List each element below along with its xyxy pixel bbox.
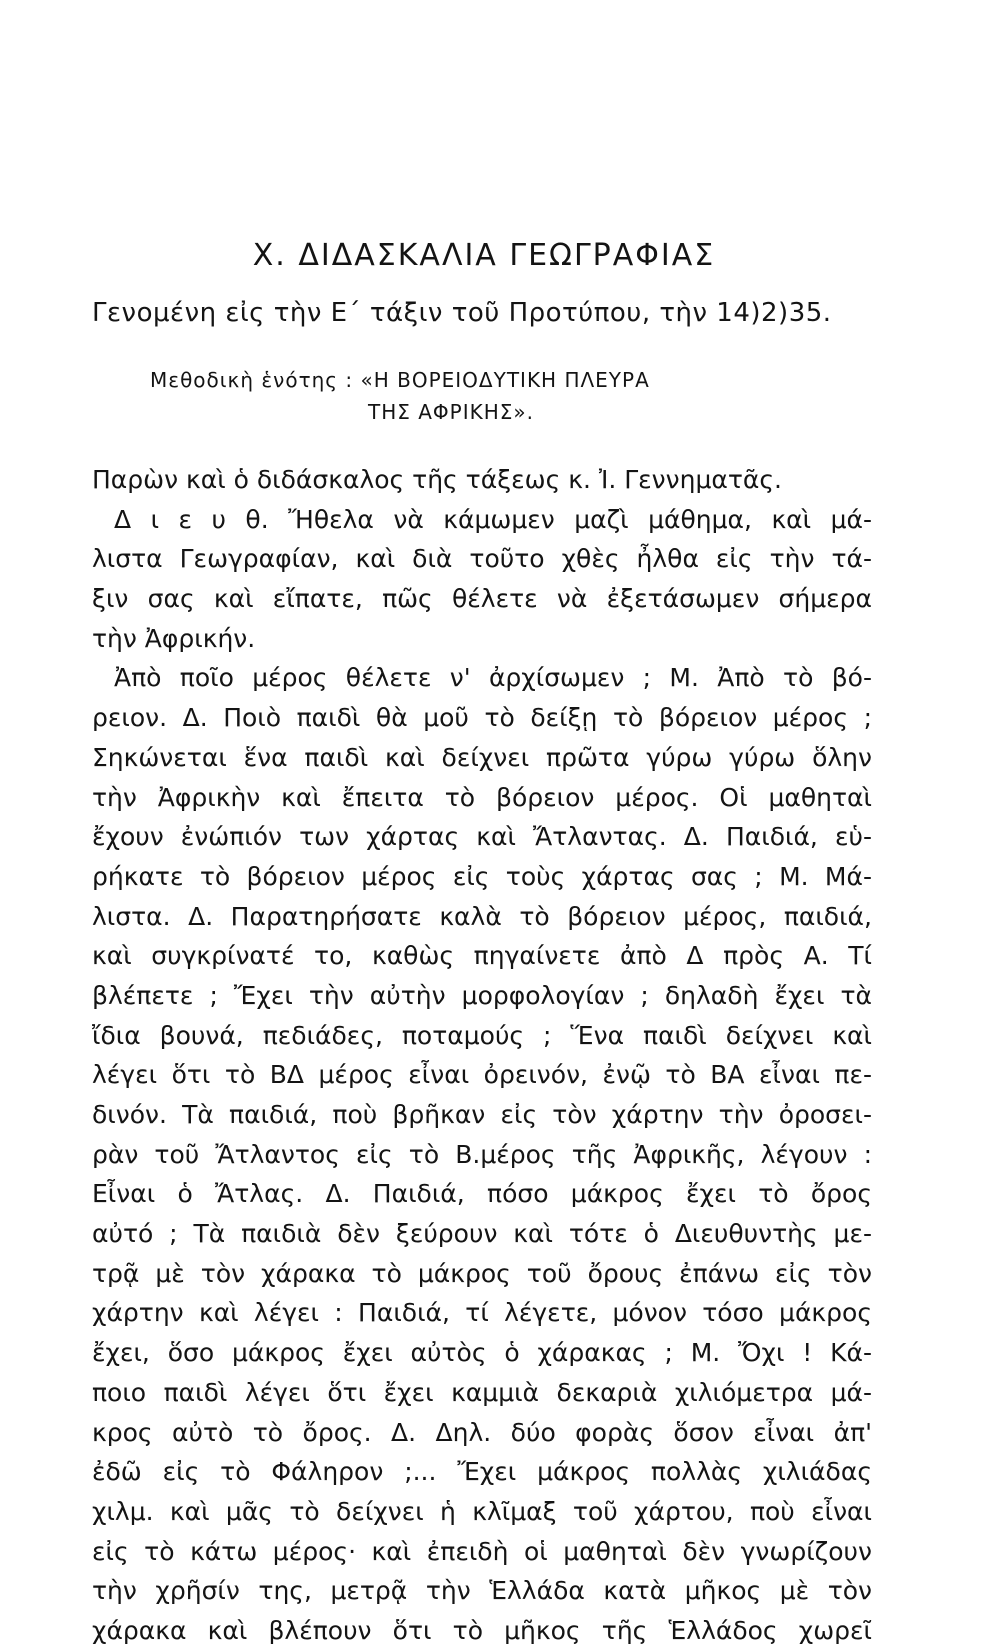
text-line: κρος αὐτὸ τὸ ὄρος. Δ. Δηλ. δύο φορὰς ὅσον εἶναι ἀπ' (92, 1417, 872, 1447)
text-line: Ἀπὸ ποῖο μέρος θέλετε ν' ἀρχίσωμεν ; Μ. Ἀπὸ τὸ βό- (114, 663, 872, 693)
text-line: Παρὼν καὶ ὁ διδάσκαλος τῆς τάξεως κ. Ἰ. Γεννηματᾶς. (92, 465, 782, 494)
text-line: Δ ι ε υ θ. Ἤθελα νὰ κάμωμεν μαζὶ μάθημα, καὶ μά- (114, 504, 872, 534)
text-line: δινόν. Τὰ παιδιά, ποὺ βρῆκαν εἰς τὸν χάρτην τὴν ὀροσει- (92, 1100, 872, 1129)
lesson-subheading: Γενομένη εἰς τὴν Ε΄ τάξιν τοῦ Προτύπου, τὴν 14)2)35. (92, 298, 832, 328)
text-line: λέγει ὅτι τὸ ΒΔ μέρος εἶναι ὀρεινόν, ἐνῷ τὸ ΒΑ εἶναι πε- (92, 1060, 872, 1090)
methodical-unit-line-2: ΤΗΣ ΑΦΡΙΚΗΣ». (368, 400, 535, 424)
body-text (92, 460, 872, 1651)
text-line: ποιο παιδὶ λέγει ὅτι ἔχει καμμιὰ δεκαριὰ χιλιόμετρα μά- (92, 1377, 872, 1407)
text-line: λιστα Γεωγραφίαν, καὶ διὰ τοῦτο χθὲς ἦλθα εἰς τὴν τά- (92, 544, 872, 574)
text-line: τὴν Ἀφρικὴν καὶ ἔπειτα τὸ βόρειον μέρος. Οἱ μαθηταὶ (92, 782, 872, 812)
text-line: ξιν σας καὶ εἴπατε, πῶς θέλετε νὰ ἐξετάσωμεν σήμερα (92, 584, 872, 614)
text-line: λιστα. Δ. Παρατηρήσατε καλὰ τὸ βόρειον μέρος, παιδιά, (92, 901, 872, 931)
text-line: τρᾷ μὲ τὸν χάρακα τὸ μάκρος τοῦ ὄρους ἐπάνω εἰς τὸν (92, 1258, 872, 1288)
text-line: ρὰν τοῦ Ἄτλαντος εἰς τὸ Β.μέρος τῆς Ἀφρικῆς, λέγουν : (92, 1139, 872, 1169)
text-line: τὴν Ἀφρικήν. (92, 623, 256, 653)
text-line: ἔχουν ἐνώπιόν των χάρτας καὶ Ἄτλαντας. Δ. Παιδιά, εὑ- (92, 822, 872, 852)
text-line: εἰς τὸ κάτω μέρος· καὶ ἐπειδὴ οἱ μαθηταὶ δὲν γνωρίζουν (92, 1536, 872, 1566)
methodical-unit-line-1: Μεθοδικὴ ἑνότης : «Η ΒΟΡΕΙΟΔΥΤΙΚΗ ΠΛΕΥΡΑ (150, 368, 650, 392)
text-line: χάρτην καὶ λέγει : Παιδιά, τί λέγετε, μόνον τόσο μάκρος (92, 1298, 872, 1328)
section-heading-text: Χ. ΔΙΔΑΣΚΑΛΙΑ ΓΕΩΓΡΑΦΙΑΣ (252, 238, 716, 273)
text-line: τὴν χρῆσίν της, μετρᾷ τὴν Ἑλλάδα κατὰ μῆκος μὲ τὸν (92, 1576, 872, 1606)
text-line: ἴδια βουνά, πεδιάδες, ποταμούς ; Ἕνα παιδὶ δείχνει καὶ (92, 1020, 872, 1050)
text-line: Σηκώνεται ἕνα παιδὶ καὶ δείχνει πρῶτα γύρω γύρω ὅλην (92, 742, 872, 772)
section-heading (0, 238, 1008, 273)
text-line: ἐδῶ εἰς τὸ Φάληρον ;... Ἔχει μάκρος πολλὰς χιλιάδας (92, 1457, 872, 1487)
text-line: ἔχει, ὅσο μάκρος ἔχει αὐτὸς ὁ χάρακας ; Μ. Ὄχι ! Κά- (92, 1338, 872, 1368)
text-line: αὐτό ; Τὰ παιδιὰ δὲν ξεύρουν καὶ τότε ὁ Διευθυντὴς με- (92, 1219, 872, 1249)
text-line: ρήκατε τὸ βόρειον μέρος εἰς τοὺς χάρτας σας ; Μ. Μά- (92, 861, 872, 891)
text-line: βλέπετε ; Ἔχει τὴν αὐτὴν μορφολογίαν ; δηλαδὴ ἔχει τὰ (92, 980, 872, 1010)
text-line: ρειον. Δ. Ποιὸ παιδὶ θὰ μοῦ τὸ δείξῃ τὸ βόρειον μέρος ; (92, 703, 872, 733)
text-line: χιλμ. καὶ μᾶς τὸ δείχνει ἡ κλῖμαξ τοῦ χάρτου, ποὺ εἶναι (92, 1496, 872, 1526)
text-line: χάρακα καὶ βλέπουν ὅτι τὸ μῆκος τῆς Ἑλλάδος χωρεῖ (92, 1615, 872, 1645)
text-line: καὶ συγκρίνατέ το, καθὼς πηγαίνετε ἀπὸ Δ πρὸς Α. Τί (92, 941, 872, 971)
text-line: Εἶναι ὁ Ἄτλας. Δ. Παιδιά, πόσο μάκρος ἔχει τὸ ὄρος (92, 1179, 872, 1209)
